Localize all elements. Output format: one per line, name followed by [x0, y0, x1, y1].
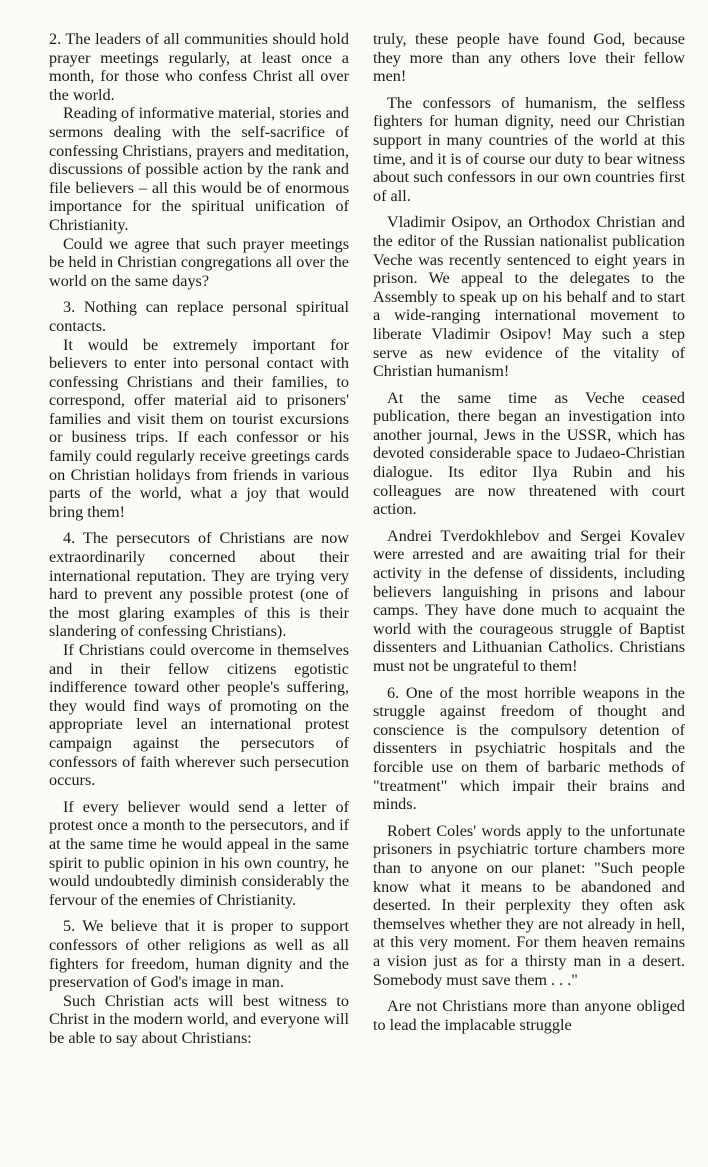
paragraph: It would be extremely important for believers to enter into personal contact with confessing Christians and their families, to correspond, offer material aid to prisoners' families and visit them on tourist excursions or business trips. If each confessor or his family could regularly receive greetings cards on Christian holidays from friends in various parts of the world, what a joy that would bring them!	[49, 335, 349, 521]
paragraph: Such Christian acts will best witness to Christ in the modern world, and everyone will be able to say about Christians:	[49, 991, 349, 1047]
paragraph: At the same time as Veche ceased publication, there began an investigation into another journal, Jews in the USSR, which has devoted considerable space to Judaeo-Christian dialogue. Its editor Ilya Rubin and his colleagues are now threatened with court action.	[373, 388, 685, 519]
paragraph: If Christians could overcome in themselves and in their fellow citizens egotistic indifference toward other people's suffering, they would find ways of promoting on the appropriate level an international protest campaign against the persecutors of confessors of faith wherever such persecution occurs.	[49, 641, 349, 790]
paragraph-point-6: 6. One of the most horrible weapons in the struggle against freedom of thought and conscience is the compulsory detention of dissenters in psychiatric hospitals and the forcible use on them of barbaric methods of "treatment" which impair their brains and minds.	[373, 683, 685, 814]
paragraph-point-4: 4. The persecutors of Christians are now extraordinarily concerned about their international reputation. They are trying very hard to prevent any possible protest (one of the most glaring examples of this is their slandering of confessing Christians).	[49, 529, 349, 641]
paragraph: Andrei Tverdokhlebov and Sergei Kovalev were arrested and are awaiting trial for their activity in the defense of dissidents, including believers languishing in prisons and labour camps. They have done much to acquaint the world with the courageous struggle of Baptist dissenters and Lithuanian Catholics. Christians must not be ungrateful to them!	[373, 526, 685, 675]
paragraph-point-2: 2. The leaders of all communities should hold prayer meetings regularly, at least once a month, for those who confess Christ all over the world.	[49, 30, 349, 104]
paragraph: The confessors of humanism, the selfless fighters for human dignity, need our Christian support in many countries of the world at this time, and it is of course our duty to bear witness about such confessors in our own countries first of all.	[373, 93, 685, 205]
left-column	[49, 30, 349, 1047]
right-column	[373, 30, 685, 1034]
paragraph-point-5: 5. We believe that it is proper to support confessors of other religions as well as all fighters for freedom, human dignity and the preservation of God's image in man.	[49, 917, 349, 992]
paragraph: Reading of informative material, stories and sermons dealing with the self-sacrifice of confessing Christians, prayers and meditation, discussions of possible action by the rank and file believers – all this would be of enormous importance for the spiritual unification of Christianity.	[49, 104, 349, 234]
paragraph: Are not Christians more than anyone obliged to lead the implacable struggle	[373, 997, 685, 1034]
paragraph-point-3: 3. Nothing can replace personal spiritual contacts.	[49, 298, 349, 335]
paragraph: Vladimir Osipov, an Orthodox Christian and the editor of the Russian nationalist publication Veche was recently sentenced to eight years in prison. We appeal to the delegates to the Assembly to speak up on his behalf and to start a wide-ranging international movement to liberate Vladimir Osipov! May such a step serve as new evidence of the vitality of Christian humanism!	[373, 213, 685, 381]
paragraph: Could we agree that such prayer meetings be held in Christian congregations all over the world on the same days?	[49, 234, 349, 290]
paragraph: Robert Coles' words apply to the unfortunate prisoners in psychiatric torture chambers more than to anyone on our planet: "Such people know what it means to be abandoned and deserted. In their perplexity they often ask themselves whether they are not already in hell, at this very moment. For them heaven remains a vision just as for a thirsty man in a desert. Somebody must save them . . ."	[373, 821, 685, 989]
paragraph: If every believer would send a letter of protest once a month to the persecutors, and if at the same time he would appeal in the same spirit to public opinion in his own country, he would undoubtedly diminish considerably the fervour of the enemies of Christianity.	[49, 797, 349, 909]
paragraph-continued: truly, these people have found God, because they more than any others love their fellow men!	[373, 30, 685, 86]
